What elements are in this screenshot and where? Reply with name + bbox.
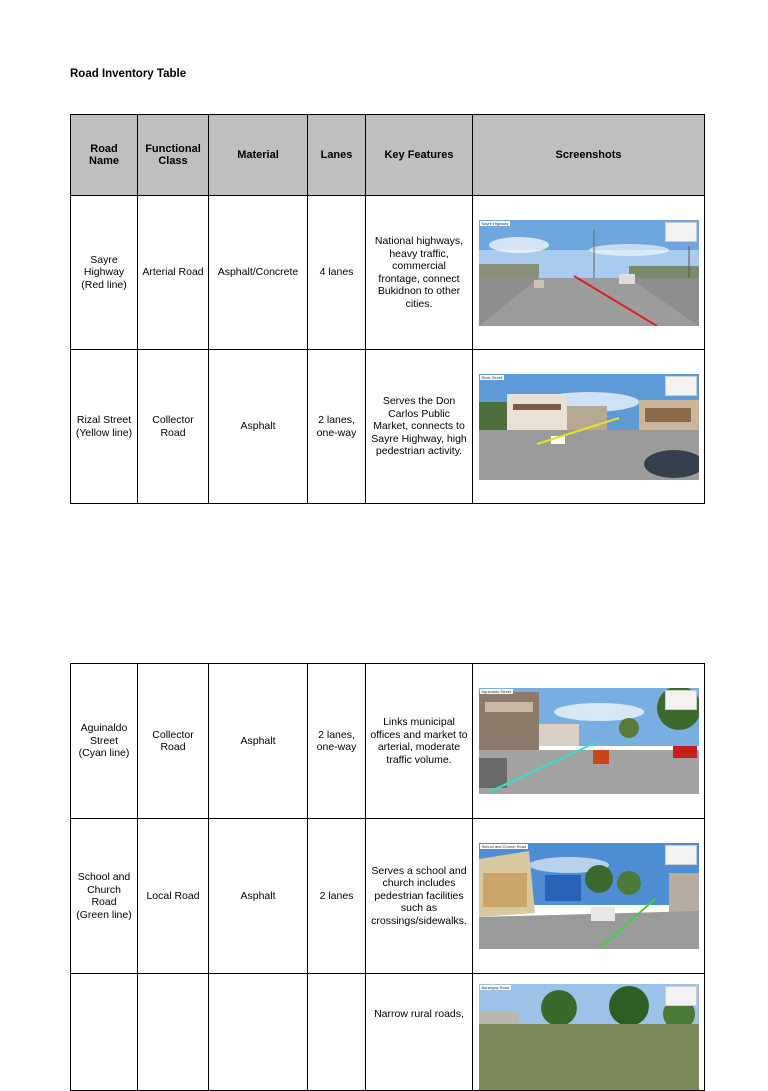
street-view-photo [479,374,699,480]
key-features-cell: Narrow rural roads, [366,974,473,1091]
lanes-cell: 2 lanes, one-way [308,664,366,819]
header-material: Material [209,115,308,196]
key-features-cell: National highways, heavy traffic, commercial frontage, connect Bukidnon to other cities. [366,196,473,350]
road-name-cell [71,974,138,1091]
key-features-cell: Serves a school and church includes pedestrian facilities such as crossings/sidewalks. [366,819,473,974]
table-header-row [71,115,705,196]
header-lanes: Lanes [308,115,366,196]
table-row [71,664,705,819]
screenshot-cell [473,819,705,974]
minimap-thumbnail [665,690,697,710]
material-cell: Asphalt [209,664,308,819]
street-view-photo [479,984,699,1090]
table-row [71,974,705,1091]
minimap-thumbnail [665,986,697,1006]
street-view-photo [479,843,699,949]
table-row [71,196,705,350]
screenshot-cell [473,196,705,350]
street-view-photo [479,220,699,326]
material-cell: Asphalt/Concrete [209,196,308,350]
header-screenshots: Screenshots [473,115,705,196]
lanes-cell: 2 lanes, one-way [308,350,366,504]
road-name-cell: Sayre Highway (Red line) [71,196,138,350]
minimap-thumbnail [665,845,697,865]
header-road-name: Road Name [71,115,138,196]
road-name-cell: School and Church Road (Green line) [71,819,138,974]
functional-class-cell: Arterial Road [138,196,209,350]
functional-class-cell: Collector Road [138,350,209,504]
photo-label: School and Church Road [481,844,527,849]
document-title: Road Inventory Table [70,68,187,80]
table-row [71,350,705,504]
screenshot-cell [473,664,705,819]
lanes-cell: 2 lanes [308,819,366,974]
photo-label: Aguinaldo Street [481,689,512,694]
photo-label: Sayre Highway [481,220,509,226]
header-functional-class: Functional Class [138,115,209,196]
road-name-cell: Rizal Street (Yellow line) [71,350,138,504]
road-inventory-table [70,114,705,504]
functional-class-cell: Local Road [138,819,209,974]
photo-label: Rizal Street [481,374,503,380]
road-inventory-table-continued [70,663,705,1091]
minimap-thumbnail [665,222,697,242]
photo-label: Barangay Road [481,985,510,990]
material-cell [209,974,308,1091]
key-features-cell: Links municipal offices and market to arterial, moderate traffic volume. [366,664,473,819]
minimap-thumbnail [665,376,697,396]
functional-class-cell: Collector Road [138,664,209,819]
lanes-cell: 4 lanes [308,196,366,350]
lanes-cell [308,974,366,1091]
material-cell: Asphalt [209,819,308,974]
road-name-cell: Aguinaldo Street (Cyan line) [71,664,138,819]
header-key-features: Key Features [366,115,473,196]
functional-class-cell [138,974,209,1091]
screenshot-cell [473,974,705,1091]
table-row [71,819,705,974]
key-features-cell: Serves the Don Carlos Public Market, connects to Sayre Highway, high pedestrian activity. [366,350,473,504]
street-view-photo [479,688,699,794]
screenshot-cell [473,350,705,504]
material-cell: Asphalt [209,350,308,504]
